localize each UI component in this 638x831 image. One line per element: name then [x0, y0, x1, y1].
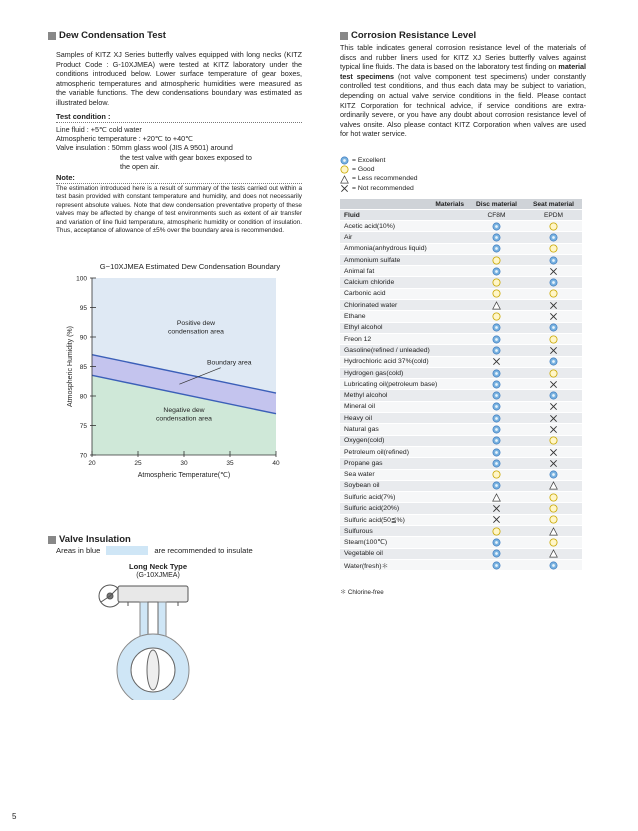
table-row	[340, 333, 582, 344]
excellent-icon	[492, 244, 501, 253]
excellent-icon	[492, 448, 501, 457]
table-row	[340, 345, 582, 356]
fluid-name: Vegetable oil	[340, 548, 468, 559]
insulation-section-title: Valve Insulation	[48, 534, 131, 545]
fluid-name: Natural gas	[340, 424, 468, 435]
disc-rating	[468, 356, 525, 367]
y-tick-label: 70	[79, 452, 87, 460]
disc-rating	[468, 401, 525, 412]
good-icon	[549, 493, 558, 502]
disc-rating	[468, 266, 525, 277]
not-icon	[549, 402, 558, 411]
table-row	[340, 277, 582, 288]
fluid-name: Carbonic acid	[340, 288, 468, 299]
fluid-name: Hydrogen gas(cold)	[340, 367, 468, 378]
legend-item: = Less recommended	[340, 174, 418, 183]
x-tick-label: 25	[134, 460, 142, 467]
good-icon	[492, 527, 501, 536]
seat-rating	[525, 537, 582, 548]
fluid-name: Ethyl alcohol	[340, 322, 468, 333]
table-row	[340, 480, 582, 491]
not-icon	[492, 357, 501, 366]
excellent-icon	[492, 561, 501, 570]
corrosion-table	[340, 199, 582, 571]
table-row	[340, 322, 582, 333]
seat-rating	[525, 390, 582, 401]
excellent-icon	[549, 278, 558, 287]
negative-label: Negative dew condensation area	[156, 406, 212, 423]
section-square-icon	[48, 32, 56, 40]
excellent-icon	[492, 222, 501, 231]
table-row	[340, 514, 582, 525]
disc-rating	[468, 503, 525, 514]
excellent-icon	[492, 335, 501, 344]
fluid-name: Acetic acid(10%)	[340, 221, 468, 232]
less-icon	[549, 549, 558, 558]
seat-rating	[525, 356, 582, 367]
disc-rating	[468, 492, 525, 503]
fluid-name: Chlorinated water	[340, 300, 468, 311]
good-icon	[549, 244, 558, 253]
test-condition-label: Test condition :	[56, 112, 302, 123]
note-text: The estimation introduced here is a result of summary of the tests carried out within a test basin provided with constant temperature and humidity, and does not necessarily represent absolute values. Note that dew condensation preventative property of these valves may be affected by change of test environments such as extent of air transfer and variation of line fluid temperature, atmospheric humidity or condition of insulation. Thus, acceptance of allowance of ±5% over the boundary area is recommended.	[56, 185, 302, 235]
table-row	[340, 390, 582, 401]
seat-rating	[525, 300, 582, 311]
header-seat: Seat material	[525, 199, 582, 210]
fluid-name: Mineral oil	[340, 401, 468, 412]
seat-rating	[525, 446, 582, 457]
table-row	[340, 503, 582, 514]
not-icon	[340, 184, 349, 193]
y-tick-label: 90	[79, 334, 87, 342]
seat-rating	[525, 469, 582, 480]
disc-rating	[468, 243, 525, 254]
excellent-icon	[549, 357, 558, 366]
not-icon	[549, 312, 558, 321]
fluid-name: Hydrochloric acid 37%(cold)	[340, 356, 468, 367]
good-icon	[492, 256, 501, 265]
header-materials: Materials	[340, 199, 468, 210]
legend-item: = Not recommended	[340, 184, 418, 193]
fluid-name: Soybean oil	[340, 480, 468, 491]
dew-chart	[52, 272, 302, 487]
dew-intro: Samples of KITZ XJ Series butterfly valves equipped with long necks (KITZ Product Code : G-10XJMEA) were tested at KITZ laboratory under the conditions introduced below. Lower surface temperature of gear boxes, atmospheric temperatures and atmospheric humidities were measured as the variable functions. The dew condensations boundary was estimated as illustrated below.	[56, 50, 302, 107]
seat-rating	[525, 266, 582, 277]
x-axis-label: Atmospheric Temperature(℃)	[137, 472, 231, 479]
disc-rating	[468, 559, 525, 570]
seat-rating	[525, 345, 582, 356]
disc-rating	[468, 390, 525, 401]
excellent-icon	[492, 425, 501, 434]
good-icon	[549, 369, 558, 378]
legend-item: = Excellent	[340, 156, 418, 165]
seat-rating	[525, 514, 582, 525]
section-square-icon	[340, 32, 348, 40]
disc-rating	[468, 254, 525, 265]
fluid-name: Water(fresh)＊	[340, 559, 468, 570]
x-tick-label: 20	[88, 460, 96, 467]
table-row	[340, 492, 582, 503]
table-row	[340, 469, 582, 480]
fluid-name: Ethane	[340, 311, 468, 322]
disc-rating	[468, 537, 525, 548]
seat-rating	[525, 288, 582, 299]
less-icon	[492, 301, 501, 310]
fluid-name: Gasoline(refined / unleaded)	[340, 345, 468, 356]
disc-rating	[468, 288, 525, 299]
seat-rating	[525, 526, 582, 537]
dew-section-title: Dew Condensation Test	[48, 30, 166, 41]
excellent-icon	[492, 481, 501, 490]
fluid-name: Calcium chloride	[340, 277, 468, 288]
good-icon	[549, 436, 558, 445]
disc-rating	[468, 424, 525, 435]
header-seat-material: EPDM	[525, 210, 582, 221]
table-row	[340, 379, 582, 390]
fluid-name: Heavy oil	[340, 413, 468, 424]
section-square-icon	[48, 536, 56, 544]
excellent-icon	[492, 436, 501, 445]
disc-rating	[468, 435, 525, 446]
seat-rating	[525, 424, 582, 435]
table-row	[340, 221, 582, 232]
excellent-icon	[492, 414, 501, 423]
good-icon	[549, 504, 558, 513]
fluid-name: Steam(100℃)	[340, 537, 468, 548]
gearbox-icon	[118, 586, 188, 602]
boundary-label: Boundary area	[207, 359, 252, 367]
seat-rating	[525, 413, 582, 424]
chart-title: G−10XJMEA Estimated Dew Condensation Boundary	[99, 262, 281, 271]
header-disc: Disc material	[468, 199, 525, 210]
table-row	[340, 288, 582, 299]
positive-label: Positive dew condensation area	[167, 320, 224, 336]
product-code: (G-10XJMEA)	[136, 572, 180, 579]
x-tick-label: 40	[272, 460, 280, 467]
fluid-name: Ammonia(anhydrous liquid)	[340, 243, 468, 254]
table-row	[340, 266, 582, 277]
not-icon	[492, 504, 501, 513]
excellent-icon	[549, 256, 558, 265]
good-icon	[549, 538, 558, 547]
disc-rating	[468, 469, 525, 480]
good-icon	[492, 289, 501, 298]
not-icon	[549, 301, 558, 310]
table-row	[340, 435, 582, 446]
seat-rating	[525, 221, 582, 232]
disc-rating	[468, 232, 525, 243]
excellent-icon	[492, 346, 501, 355]
excellent-icon	[492, 549, 501, 558]
seat-rating	[525, 458, 582, 469]
excellent-icon	[340, 156, 349, 165]
blue-swatch	[106, 546, 148, 555]
legend	[340, 156, 418, 193]
y-tick-label: 80	[79, 393, 87, 401]
not-icon	[549, 425, 558, 434]
not-icon	[549, 267, 558, 276]
insulation-hint: Areas in blue are recommended to insulate	[56, 546, 253, 555]
table-row	[340, 548, 582, 559]
seat-rating	[525, 254, 582, 265]
disc-rating	[468, 514, 525, 525]
seat-rating	[525, 232, 582, 243]
seat-rating	[525, 435, 582, 446]
good-icon	[549, 335, 558, 344]
seat-rating	[525, 559, 582, 570]
page-number: 5	[12, 812, 17, 821]
disc-rating	[468, 548, 525, 559]
fluid-name: Sulfuric acid(50≦%)	[340, 514, 468, 525]
y-tick-label: 75	[79, 423, 87, 430]
x-tick-label: 35	[226, 460, 234, 467]
excellent-icon	[492, 538, 501, 547]
not-icon	[549, 448, 558, 457]
seat-rating	[525, 277, 582, 288]
fluid-name: Air	[340, 232, 468, 243]
excellent-icon	[549, 323, 558, 332]
not-icon	[549, 380, 558, 389]
not-icon	[492, 515, 501, 524]
good-icon	[340, 165, 349, 174]
excellent-icon	[492, 233, 501, 242]
fluid-name: Lubricating oil(petroleum base)	[340, 379, 468, 390]
table-row	[340, 424, 582, 435]
seat-rating	[525, 311, 582, 322]
seat-rating	[525, 480, 582, 491]
seat-rating	[525, 322, 582, 333]
disc-rating	[468, 311, 525, 322]
fluid-name: Freon 12	[340, 333, 468, 344]
table-row	[340, 446, 582, 457]
test-conditions: Line fluid : +5℃ cold water Atmospheric temperature : +20℃ to +40℃ Valve insulation : 50mm glass wool (JIS A 9501) around the test valve with gear boxes exposed to the open air.	[56, 125, 252, 171]
excellent-icon	[492, 402, 501, 411]
table-row	[340, 254, 582, 265]
seat-rating	[525, 503, 582, 514]
fluid-name: Sulfuric acid(20%)	[340, 503, 468, 514]
disc-rating	[468, 379, 525, 390]
fluid-name: Sulfuric acid(7%)	[340, 492, 468, 503]
table-row	[340, 413, 582, 424]
excellent-icon	[492, 323, 501, 332]
table-row	[340, 367, 582, 378]
y-tick-label: 95	[79, 305, 87, 312]
corrosion-section-title: Corrosion Resistance Level	[340, 30, 476, 41]
not-icon	[549, 414, 558, 423]
excellent-icon	[549, 391, 558, 400]
disc-rating	[468, 322, 525, 333]
table-row	[340, 537, 582, 548]
disc-rating	[468, 446, 525, 457]
y-tick-label: 85	[79, 364, 87, 371]
less-icon	[549, 527, 558, 536]
table-row	[340, 300, 582, 311]
excellent-icon	[492, 267, 501, 276]
note-label: Note:	[56, 173, 302, 184]
disc-rating	[468, 480, 525, 491]
seat-rating	[525, 333, 582, 344]
corrosion-intro: This table indicates general corrosion resistance level of the materials of discs and rubber liners used for KITZ XJ Series butterfly valves against typical line fluids. The data is based on the laboratory test finding on material test specimens (not valve component test specimens) under constantly controlled test conditions, and thus each data may be subject to variation, depending on actual valve service conditions in the field. Please contact KITZ Corporation for technical advice, if service conditions are extra-ordinarily severe, or you have any doubt about corrosion resistance level of valves onsite. Also please contact KITZ Corporation when valves are used for hot water service.	[340, 43, 586, 139]
disc-rating	[468, 221, 525, 232]
legend-item: = Good	[340, 165, 418, 174]
disc-rating	[468, 526, 525, 537]
not-icon	[549, 459, 558, 468]
disc-rating	[468, 458, 525, 469]
excellent-icon	[549, 233, 558, 242]
product-title: Long Neck Type	[128, 562, 188, 571]
fluid-name: Petroleum oil(refined)	[340, 446, 468, 457]
good-icon	[549, 222, 558, 231]
disc-rating	[468, 277, 525, 288]
header-disc-material: CF8M	[468, 210, 525, 221]
fluid-name: Propane gas	[340, 458, 468, 469]
disc-rating	[468, 367, 525, 378]
fluid-name: Sea water	[340, 469, 468, 480]
fluid-name: Sulfurous	[340, 526, 468, 537]
good-icon	[549, 289, 558, 298]
table-row	[340, 559, 582, 570]
fluid-name: Methyl alcohol	[340, 390, 468, 401]
fluid-name: Oxygen(cold)	[340, 435, 468, 446]
table-row	[340, 458, 582, 469]
table-row	[340, 356, 582, 367]
y-axis-label: Atmospheric Humidity (%)	[67, 326, 74, 407]
good-icon	[549, 515, 558, 524]
seat-rating	[525, 548, 582, 559]
footnote: ＊ Chlorine-free	[340, 589, 384, 596]
excellent-icon	[549, 470, 558, 479]
header-fluid: Fluid	[340, 210, 468, 221]
less-icon	[340, 175, 349, 184]
good-icon	[492, 278, 501, 287]
x-tick-label: 30	[180, 460, 188, 467]
valve-illustration	[88, 580, 228, 700]
excellent-icon	[492, 391, 501, 400]
table-row	[340, 526, 582, 537]
excellent-icon	[492, 369, 501, 378]
disc-rating	[468, 413, 525, 424]
fluid-name: Animal fat	[340, 266, 468, 277]
table-row	[340, 311, 582, 322]
good-icon	[492, 312, 501, 321]
excellent-icon	[492, 380, 501, 389]
fluid-name: Ammonium sulfate	[340, 254, 468, 265]
excellent-icon	[492, 459, 501, 468]
disc-rating	[468, 345, 525, 356]
y-tick-label: 100	[76, 275, 87, 283]
table-row	[340, 401, 582, 412]
excellent-icon	[549, 561, 558, 570]
table-row	[340, 232, 582, 243]
good-icon	[492, 470, 501, 479]
not-icon	[549, 346, 558, 355]
disc-rating	[468, 300, 525, 311]
table-row	[340, 243, 582, 254]
less-icon	[549, 481, 558, 490]
seat-rating	[525, 401, 582, 412]
less-icon	[492, 493, 501, 502]
seat-rating	[525, 492, 582, 503]
seat-rating	[525, 367, 582, 378]
disc-rating	[468, 333, 525, 344]
seat-rating	[525, 379, 582, 390]
seat-rating	[525, 243, 582, 254]
